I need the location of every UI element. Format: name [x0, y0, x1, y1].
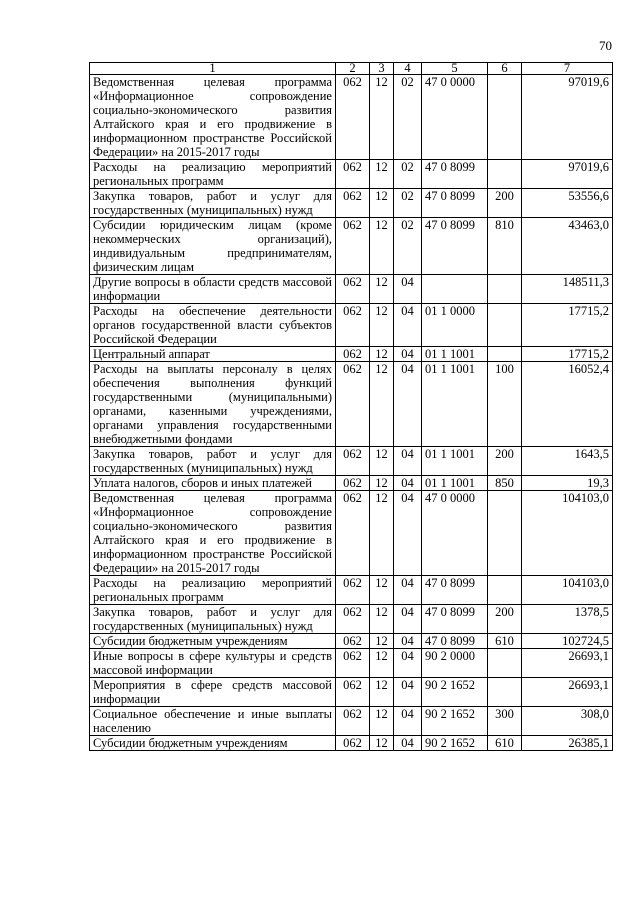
- header-cell-6: 6: [488, 63, 522, 75]
- row-csr-cell: 90 2 0000: [422, 649, 488, 678]
- row-ved-cell: 062: [336, 347, 370, 362]
- row-csr-cell: 90 2 1652: [422, 736, 488, 751]
- row-name-cell: Расходы на обеспечение деятельности органов государственной власти субъектов Российской Федерации: [90, 304, 336, 347]
- row-sum-cell: 53556,6: [522, 189, 613, 218]
- row-sum-cell: 102724,5: [522, 634, 613, 649]
- header-cell-2: 2: [336, 63, 370, 75]
- table-row: [90, 736, 613, 751]
- row-sum-cell: 104103,0: [522, 491, 613, 576]
- row-name-cell: Закупка товаров, работ и услуг для государственных (муниципальных) нужд: [90, 605, 336, 634]
- row-rz-cell: 12: [370, 304, 394, 347]
- row-ved-cell: 062: [336, 447, 370, 476]
- table-row: [90, 275, 613, 304]
- row-pr-cell: 04: [394, 634, 422, 649]
- table-row: [90, 160, 613, 189]
- row-name-cell: Закупка товаров, работ и услуг для государственных (муниципальных) нужд: [90, 189, 336, 218]
- header-cell-1: 1: [90, 63, 336, 75]
- header-row: [90, 63, 613, 75]
- row-pr-cell: 04: [394, 347, 422, 362]
- row-csr-cell: 90 2 1652: [422, 678, 488, 707]
- row-sum-cell: 16052,4: [522, 362, 613, 447]
- row-csr-cell: 47 0 8099: [422, 160, 488, 189]
- budget-table: [89, 62, 613, 751]
- row-rz-cell: 12: [370, 75, 394, 160]
- row-ved-cell: 062: [336, 189, 370, 218]
- row-csr-cell: 47 0 8099: [422, 634, 488, 649]
- row-pr-cell: 04: [394, 447, 422, 476]
- row-ved-cell: 062: [336, 649, 370, 678]
- row-ved-cell: 062: [336, 75, 370, 160]
- table-row: [90, 304, 613, 347]
- row-vr-cell: 610: [488, 634, 522, 649]
- row-sum-cell: 97019,6: [522, 160, 613, 189]
- row-rz-cell: 12: [370, 491, 394, 576]
- header-cell-7: 7: [522, 63, 613, 75]
- table-row: [90, 707, 613, 736]
- row-pr-cell: 04: [394, 605, 422, 634]
- row-vr-cell: 200: [488, 189, 522, 218]
- row-vr-cell: 850: [488, 476, 522, 491]
- row-rz-cell: 12: [370, 218, 394, 275]
- row-name-cell: Социальное обеспечение и иные выплаты населению: [90, 707, 336, 736]
- row-rz-cell: 12: [370, 736, 394, 751]
- row-ved-cell: 062: [336, 678, 370, 707]
- row-vr-cell: 300: [488, 707, 522, 736]
- row-rz-cell: 12: [370, 362, 394, 447]
- row-vr-cell: [488, 678, 522, 707]
- table-row: [90, 634, 613, 649]
- table-row: [90, 476, 613, 491]
- row-name-cell: Расходы на реализацию мероприятий региональных программ: [90, 160, 336, 189]
- row-name-cell: Другие вопросы в области средств массовой информации: [90, 275, 336, 304]
- row-pr-cell: 04: [394, 576, 422, 605]
- row-vr-cell: 200: [488, 605, 522, 634]
- header-cell-3: 3: [370, 63, 394, 75]
- page-number: 70: [599, 38, 612, 53]
- row-name-cell: Субсидии юридическим лицам (кроме некоммерческих организаций), индивидуальным предпринимателям, физическим лицам: [90, 218, 336, 275]
- row-pr-cell: 02: [394, 218, 422, 275]
- row-ved-cell: 062: [336, 634, 370, 649]
- row-rz-cell: 12: [370, 447, 394, 476]
- table-row: [90, 347, 613, 362]
- row-rz-cell: 12: [370, 649, 394, 678]
- row-pr-cell: 04: [394, 678, 422, 707]
- row-sum-cell: 1378,5: [522, 605, 613, 634]
- row-name-cell: Субсидии бюджетным учреждениям: [90, 736, 336, 751]
- table-row: [90, 576, 613, 605]
- row-sum-cell: 26385,1: [522, 736, 613, 751]
- row-pr-cell: 04: [394, 304, 422, 347]
- row-rz-cell: 12: [370, 189, 394, 218]
- row-sum-cell: 104103,0: [522, 576, 613, 605]
- row-rz-cell: 12: [370, 576, 394, 605]
- table-body: [90, 75, 613, 751]
- table-row: [90, 447, 613, 476]
- row-sum-cell: 148511,3: [522, 275, 613, 304]
- row-csr-cell: 01 1 1001: [422, 447, 488, 476]
- row-pr-cell: 04: [394, 275, 422, 304]
- row-csr-cell: 47 0 0000: [422, 491, 488, 576]
- row-pr-cell: 04: [394, 362, 422, 447]
- row-csr-cell: 47 0 8099: [422, 189, 488, 218]
- row-ved-cell: 062: [336, 736, 370, 751]
- row-pr-cell: 02: [394, 160, 422, 189]
- row-rz-cell: 12: [370, 678, 394, 707]
- row-csr-cell: 47 0 8099: [422, 605, 488, 634]
- row-vr-cell: 810: [488, 218, 522, 275]
- row-sum-cell: 26693,1: [522, 678, 613, 707]
- table-row: [90, 491, 613, 576]
- row-name-cell: Центральный аппарат: [90, 347, 336, 362]
- row-rz-cell: 12: [370, 476, 394, 491]
- row-ved-cell: 062: [336, 362, 370, 447]
- row-name-cell: Ведомственная целевая программа «Информационное сопровождение социально-экономического развития Алтайского края и его продвижение в информационном пространстве Российской Федерации» на 2015-2017 годы: [90, 75, 336, 160]
- row-name-cell: Закупка товаров, работ и услуг для государственных (муниципальных) нужд: [90, 447, 336, 476]
- row-rz-cell: 12: [370, 634, 394, 649]
- row-pr-cell: 02: [394, 189, 422, 218]
- row-ved-cell: 062: [336, 304, 370, 347]
- row-name-cell: Субсидии бюджетным учреждениям: [90, 634, 336, 649]
- row-vr-cell: [488, 649, 522, 678]
- table-row: [90, 189, 613, 218]
- row-name-cell: Мероприятия в сфере средств массовой информации: [90, 678, 336, 707]
- row-vr-cell: [488, 160, 522, 189]
- row-vr-cell: [488, 347, 522, 362]
- row-sum-cell: 97019,6: [522, 75, 613, 160]
- row-vr-cell: 610: [488, 736, 522, 751]
- row-name-cell: Расходы на выплаты персоналу в целях обеспечения выполнения функций государственными (муниципальными) органами, казенными учреждениями, органами управления государственными внебюджетными фондами: [90, 362, 336, 447]
- row-pr-cell: 04: [394, 707, 422, 736]
- row-rz-cell: 12: [370, 160, 394, 189]
- row-vr-cell: [488, 304, 522, 347]
- row-pr-cell: 04: [394, 736, 422, 751]
- row-ved-cell: 062: [336, 576, 370, 605]
- row-ved-cell: 062: [336, 160, 370, 189]
- row-sum-cell: 17715,2: [522, 347, 613, 362]
- row-sum-cell: 43463,0: [522, 218, 613, 275]
- row-csr-cell: 01 1 1001: [422, 347, 488, 362]
- row-vr-cell: 200: [488, 447, 522, 476]
- row-rz-cell: 12: [370, 707, 394, 736]
- row-pr-cell: 04: [394, 476, 422, 491]
- row-vr-cell: [488, 275, 522, 304]
- row-pr-cell: 02: [394, 75, 422, 160]
- row-csr-cell: 47 0 8099: [422, 218, 488, 275]
- row-name-cell: Иные вопросы в сфере культуры и средств массовой информации: [90, 649, 336, 678]
- row-pr-cell: 04: [394, 649, 422, 678]
- row-ved-cell: 062: [336, 218, 370, 275]
- row-sum-cell: 17715,2: [522, 304, 613, 347]
- table-row: [90, 649, 613, 678]
- row-csr-cell: 47 0 8099: [422, 576, 488, 605]
- row-vr-cell: [488, 491, 522, 576]
- row-ved-cell: 062: [336, 707, 370, 736]
- row-csr-cell: 47 0 0000: [422, 75, 488, 160]
- row-rz-cell: 12: [370, 347, 394, 362]
- row-sum-cell: 1643,5: [522, 447, 613, 476]
- row-csr-cell: 01 1 0000: [422, 304, 488, 347]
- row-sum-cell: 19,3: [522, 476, 613, 491]
- row-csr-cell: [422, 275, 488, 304]
- row-csr-cell: 01 1 1001: [422, 362, 488, 447]
- table-row: [90, 605, 613, 634]
- row-vr-cell: [488, 75, 522, 160]
- row-name-cell: Расходы на реализацию мероприятий региональных программ: [90, 576, 336, 605]
- row-pr-cell: 04: [394, 491, 422, 576]
- row-vr-cell: [488, 576, 522, 605]
- row-sum-cell: 26693,1: [522, 649, 613, 678]
- row-vr-cell: 100: [488, 362, 522, 447]
- table-row: [90, 362, 613, 447]
- header-cell-5: 5: [422, 63, 488, 75]
- row-rz-cell: 12: [370, 275, 394, 304]
- header-cell-4: 4: [394, 63, 422, 75]
- table-row: [90, 678, 613, 707]
- row-name-cell: Ведомственная целевая программа «Информационное сопровождение социально-экономического развития Алтайского края и его продвижение в информационном пространстве Российской Федерации» на 2015-2017 годы: [90, 491, 336, 576]
- table-row: [90, 218, 613, 275]
- table-row: [90, 75, 613, 160]
- row-sum-cell: 308,0: [522, 707, 613, 736]
- row-ved-cell: 062: [336, 476, 370, 491]
- row-ved-cell: 062: [336, 491, 370, 576]
- row-csr-cell: 90 2 1652: [422, 707, 488, 736]
- row-ved-cell: 062: [336, 605, 370, 634]
- row-name-cell: Уплата налогов, сборов и иных платежей: [90, 476, 336, 491]
- row-csr-cell: 01 1 1001: [422, 476, 488, 491]
- row-rz-cell: 12: [370, 605, 394, 634]
- row-ved-cell: 062: [336, 275, 370, 304]
